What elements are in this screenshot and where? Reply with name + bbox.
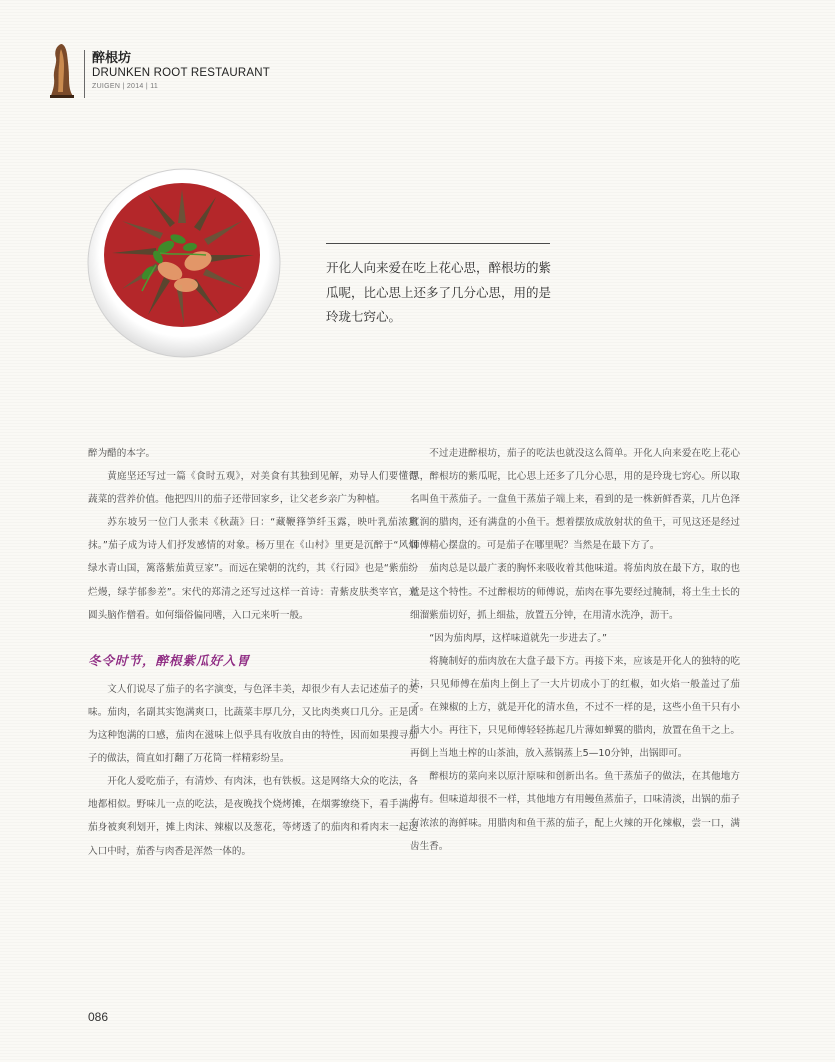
section-heading: 冬令时节，醉根紫瓜好入胃: [88, 652, 251, 668]
paragraph: 醉为醋的本字。: [88, 448, 156, 459]
page-number: 086: [88, 1010, 109, 1024]
paragraph: 将腌制好的茄肉放在大盘子最下方。再接下来，应该是开化人的独特的吃法，只见师傅在茄肉上倒上了一大片切成小丁的红椒，如火焰一般盖过了茄子。在辣椒的上方，就是开化的清水鱼，不过不一样的是，这些小鱼干只有小指大小。再往下，只见师傅轻轻拣起几片薄如蝉翼的腊肉，放置在鱼干之上。再倒上当地土榨的山茶油，放入蒸锅蒸上5—10分钟，出锅即可。: [410, 655, 740, 760]
dish-photo: [86, 165, 282, 361]
paragraph: 茄肉总是以最广袤的胸怀来吸收着其他味道。将茄肉放在最下方，取的也就是这个特性。不过醉根坊的师傅说，茄肉在事先要经过腌制，将土生土长的细溜紫茄切好，抓上细盐，放置五分钟，在用清水洗净，沥干。: [410, 563, 740, 621]
header-divider: [84, 50, 85, 98]
dish-illustration: [86, 165, 282, 361]
paragraph: 黄庭坚还写过一篇《食时五观》，对美食有其独到见解，劝导人们要懂得蔬菜的营养价值。他把四川的茄子还带回家乡，让父老乡亲广为种植。: [88, 471, 418, 506]
paragraph: 苏东坡另一位门人张耒《秋蔬》曰：“藏鞭箨笋纤玉露，映叶乳茄浓黛抹。”茄子成为诗人们抒发感情的对象。杨万里在《山村》里更是沉醉于“风烟绿水青山国，篱落紫茄黄豆家”。而远在梁朝的沈约，其《行园》也是“紫茄纷烂熳，绿芋郁参差”。宋代的郑清之还写过这样一首诗：青紫皮肤类宰官，光圆头脑作僧看。如何缁俗偏同嗜，入口元来听一般。: [88, 517, 418, 621]
root-sculpture-logo: [48, 42, 76, 98]
paragraph: 开化人爱吃茄子，有清炒、有肉沫，也有铁板。这是网络大众的吃法，各地都相似。野味儿一点的吃法，是夜晚找个烧烤摊，在烟雾缭绕下，看手满的茄身被爽利划开，摊上肉沫、辣椒以及葱花，等烤透了的茄肉和肴肉末一起送入口中时，茄香与肉香是浑然一体的。: [88, 776, 418, 857]
paragraph: 醉根坊的菜向来以原汁原味和创新出名。鱼干蒸茄子的做法，在其他地方也有。但味道却很不一样，其他地方有用鳗鱼蒸茄子，口味清淡，出锅的茄子有浓浓的海鲜味。用腊肉和鱼干蒸的茄子，配上火辣的开化辣椒，尝一口，满齿生香。: [410, 771, 740, 852]
pull-quote: 开化人向来爱在吃上花心思，醉根坊的紫瓜呢，比心思上还多了几分心思，用的是玲珑七窍心。: [326, 260, 552, 324]
header-title-en: DRUNKEN ROOT RESTAURANT: [92, 67, 270, 79]
article-column-left: [88, 442, 418, 863]
header-issue-meta: ZUIGEN | 2014 | 11: [92, 83, 159, 90]
quote-rule: [326, 243, 550, 244]
paragraph: 不过走进醉根坊，茄子的吃法也就没这么简单。开化人向来爱在吃上花心思，醉根坊的紫瓜呢，比心思上还多了几分心思，用的是玲珑七窍心。所以取名叫鱼干蒸茄子。一盘鱼干蒸茄子端上来，看到的是一株新鲜香菜，几片色泽红润的腊肉，还有满盘的小鱼干。想着摆放成放射状的鱼干，可见这还是经过师傅精心摆盘的。可是茄子在哪里呢？当然是在最下方了。: [410, 448, 740, 552]
header-title-cn: 醉根坊: [92, 51, 132, 66]
paragraph: 文人们说尽了茄子的名字演变，与色泽丰美，却很少有人去记述茄子的美味。茄肉，名副其实饱满爽口，比蔬菜丰厚几分，又比肉类爽口几分。正是因为这种饱满的口感，茄肉在滋味上似乎具有收放自由的特性，因而如果搜寻茄子的做法，简直如打翻了万花筒一样精彩纷呈。: [88, 683, 418, 765]
paragraph: “因为茄肉厚，这样味道就先一步进去了。”: [429, 632, 608, 644]
article-column-right: [410, 442, 740, 858]
